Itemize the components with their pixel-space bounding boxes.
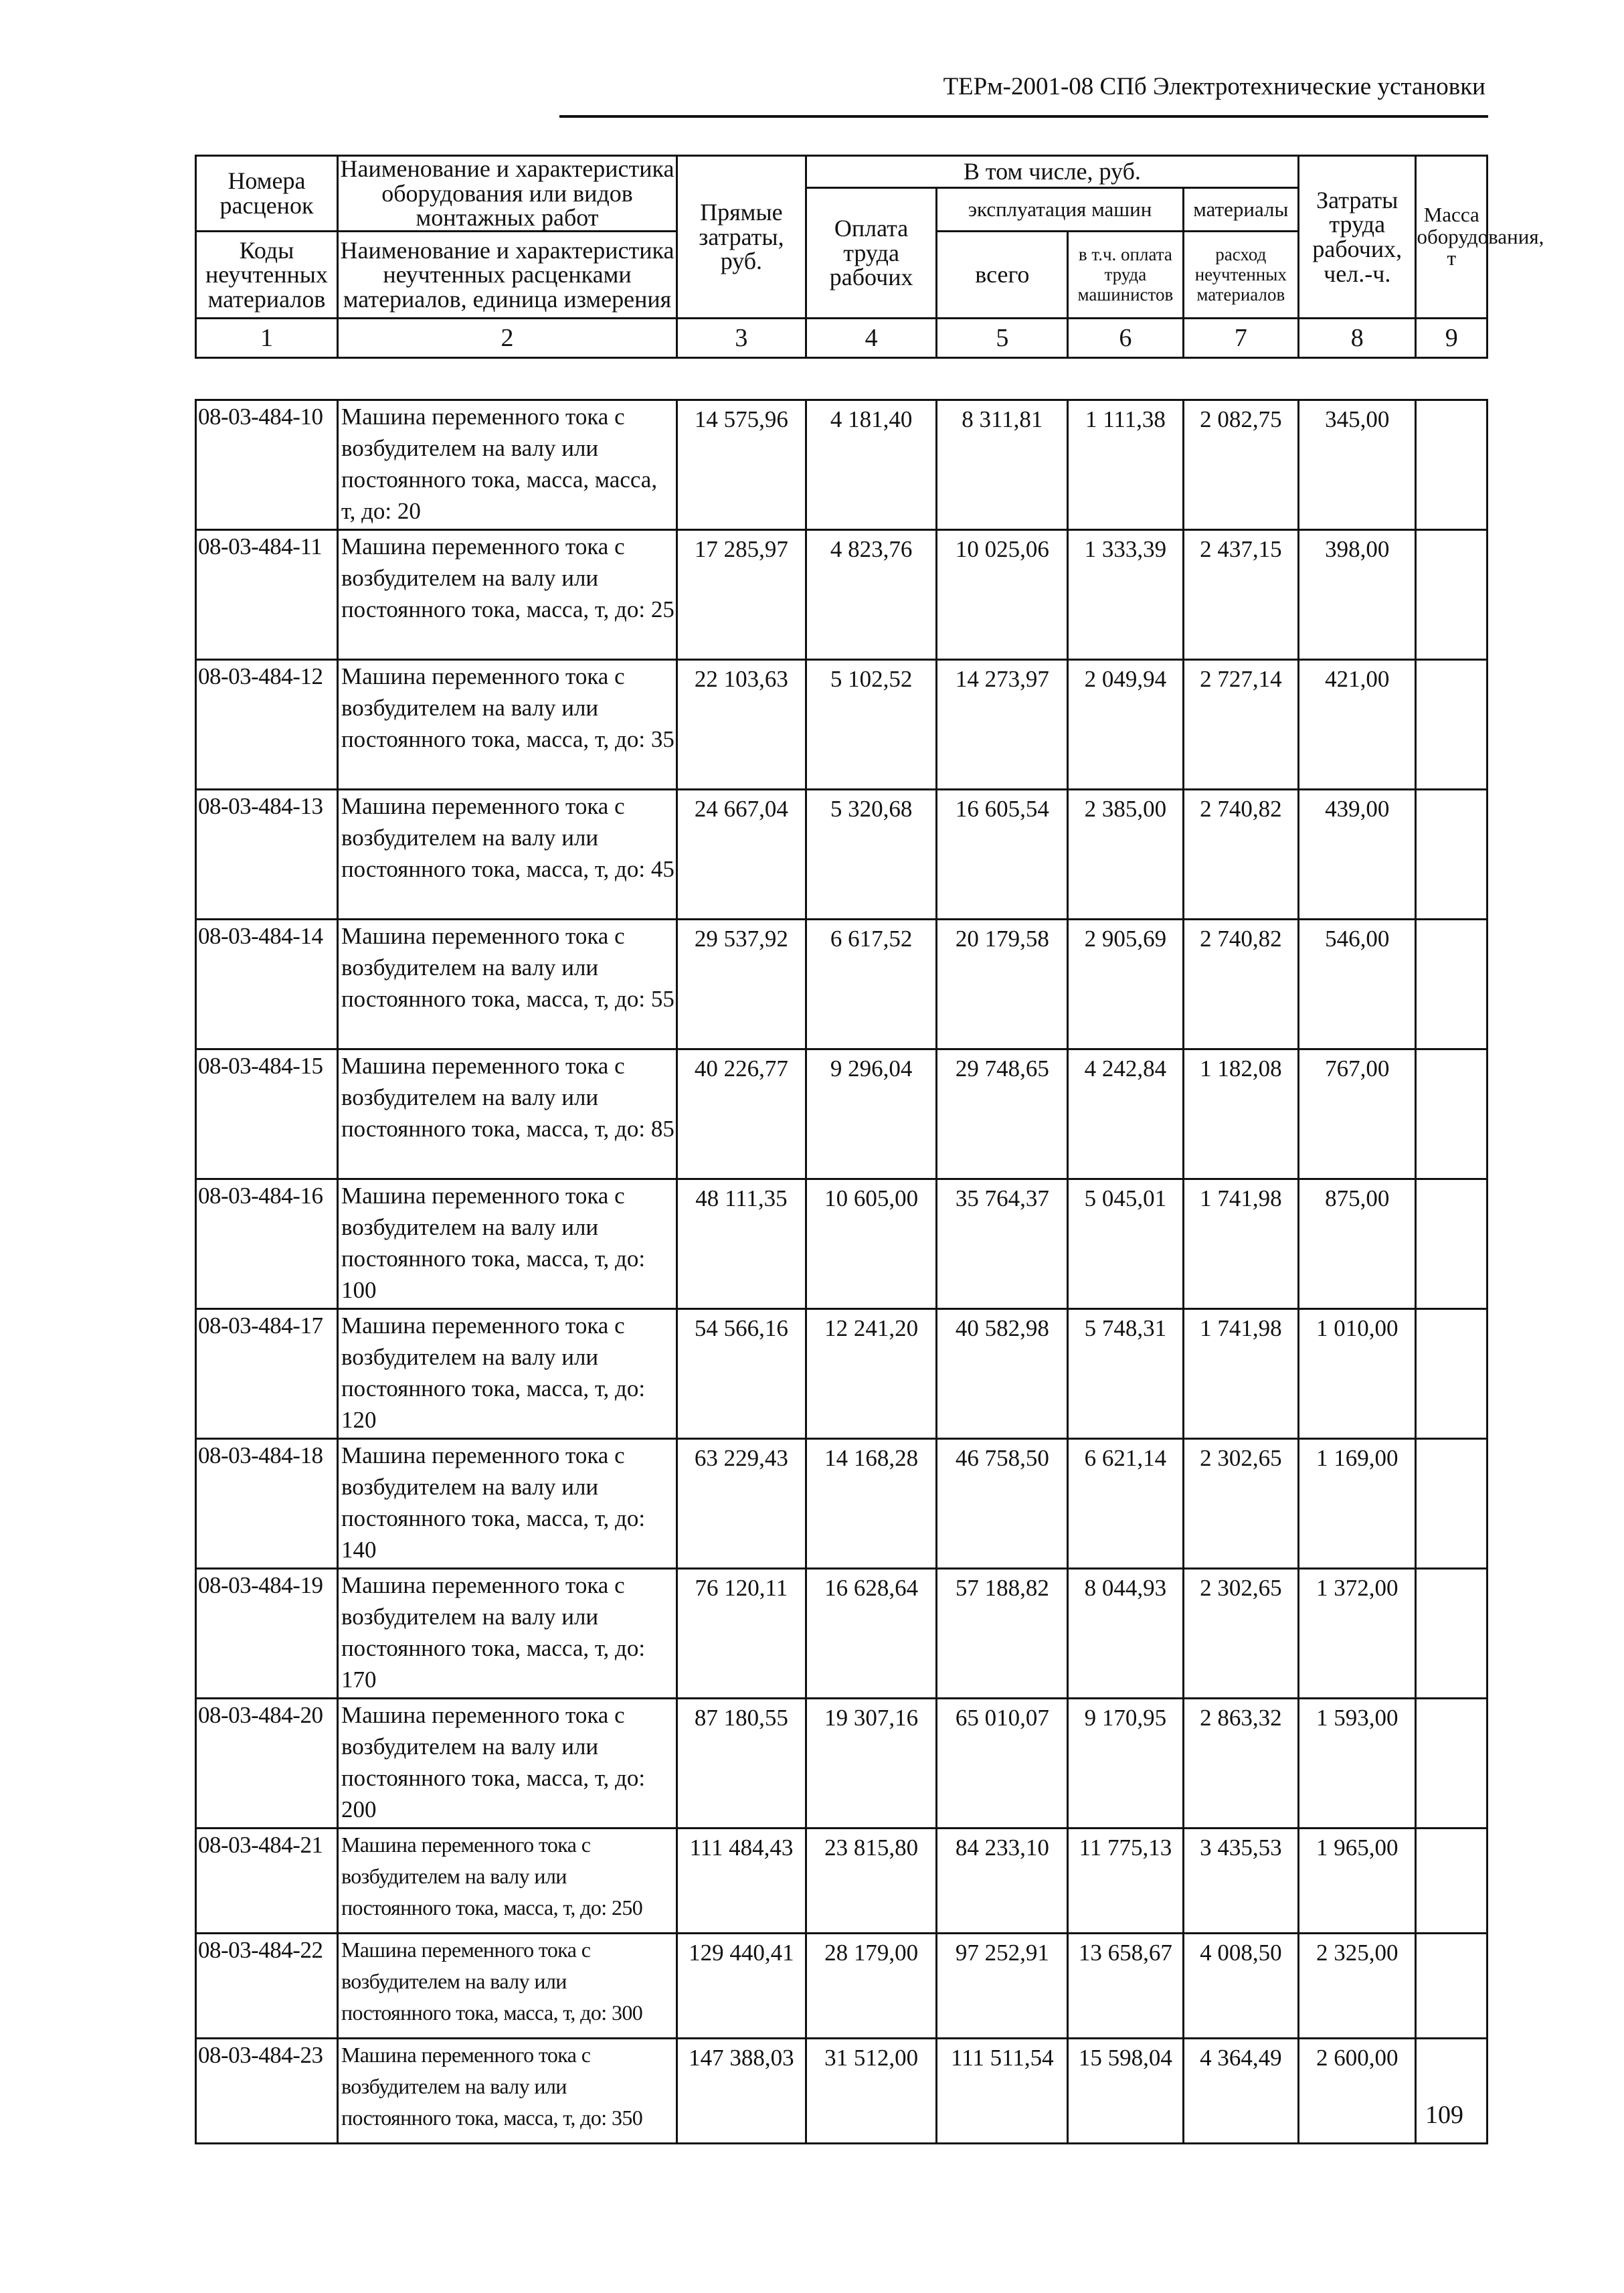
table-row: [196, 1179, 1487, 1309]
column-number: 3: [677, 319, 806, 358]
operator-pay: 5 045,01: [1068, 1179, 1183, 1309]
header-materials: материалы: [1183, 188, 1298, 232]
worker-pay: 5 320,68: [806, 790, 937, 920]
header-material-usage: расход неучтенных материалов: [1183, 232, 1298, 319]
header-labor-hours: Затраты труда рабочих, чел.-ч.: [1299, 156, 1416, 319]
machines-total: 65 010,07: [937, 1699, 1068, 1829]
equipment-mass: [1416, 400, 1487, 530]
work-description: Машина переменного тока с возбудителем на валу или постоянного тока, масса, масса, т, до: 20: [337, 400, 676, 530]
direct-costs: 76 120,11: [677, 1569, 806, 1699]
direct-costs: 48 111,35: [677, 1179, 806, 1309]
header-rule: [559, 115, 1488, 118]
equipment-mass: [1416, 1049, 1487, 1179]
table-row: [196, 2039, 1487, 2144]
work-description: Машина переменного тока с возбудителем на валу или постоянного тока, масса, т, до: 35: [337, 660, 676, 790]
header-rate-numbers: Номера расценок: [196, 156, 338, 232]
equipment-mass: [1416, 1569, 1487, 1699]
direct-costs: 147 388,03: [677, 2039, 806, 2144]
operator-pay: 15 598,04: [1068, 2039, 1183, 2144]
direct-costs: 24 667,04: [677, 790, 806, 920]
materials-usage: 2 740,82: [1183, 790, 1298, 920]
operator-pay: 11 775,13: [1068, 1829, 1183, 1934]
worker-pay: 23 815,80: [806, 1829, 937, 1934]
header-machines-total: всего: [937, 232, 1068, 319]
direct-costs: 63 229,43: [677, 1439, 806, 1569]
work-description: Машина переменного тока с возбудителем на валу или постоянного тока, масса, т, до: 85: [337, 1049, 676, 1179]
rate-code: 08-03-484-16: [196, 1179, 338, 1309]
work-description: Машина переменного тока с возбудителем на валу или постоянного тока, масса, т, до: 170: [337, 1569, 676, 1699]
operator-pay: 8 044,93: [1068, 1569, 1183, 1699]
work-description: Машина переменного тока с возбудителем на валу или постоянного тока, масса, т, до: 300: [337, 1934, 676, 2039]
labor-hours: 1 965,00: [1299, 1829, 1416, 1934]
direct-costs: 14 575,96: [677, 400, 806, 530]
operator-pay: 5 748,31: [1068, 1309, 1183, 1439]
header-material-codes: Коды неучтенных материалов: [196, 232, 338, 319]
direct-costs: 54 566,16: [677, 1309, 806, 1439]
rate-code: 08-03-484-15: [196, 1049, 338, 1179]
operator-pay: 2 905,69: [1068, 920, 1183, 1049]
materials-usage: 4 364,49: [1183, 2039, 1298, 2144]
labor-hours: 2 325,00: [1299, 1934, 1416, 2039]
equipment-mass: [1416, 1439, 1487, 1569]
table-row: [196, 530, 1487, 660]
equipment-mass: [1416, 1829, 1487, 1934]
worker-pay: 4 181,40: [806, 400, 937, 530]
direct-costs: 111 484,43: [677, 1829, 806, 1934]
equipment-mass: [1416, 1309, 1487, 1439]
table-row: [196, 1309, 1487, 1439]
worker-pay: 16 628,64: [806, 1569, 937, 1699]
machines-total: 46 758,50: [937, 1439, 1068, 1569]
rate-code: 08-03-484-11: [196, 530, 338, 660]
header-operator-pay: в т.ч. оплата труда машинистов: [1068, 232, 1183, 319]
header-material-names: Наименование и характеристика неучтенных расценками материалов, единица измерения: [337, 232, 676, 319]
materials-usage: 2 082,75: [1183, 400, 1298, 530]
table-row: [196, 1049, 1487, 1179]
materials-usage: 2 740,82: [1183, 920, 1298, 1049]
table-row: [196, 790, 1487, 920]
rate-code: 08-03-484-14: [196, 920, 338, 1049]
machines-total: 14 273,97: [937, 660, 1068, 790]
materials-usage: 2 302,65: [1183, 1569, 1298, 1699]
materials-usage: 1 741,98: [1183, 1309, 1298, 1439]
rate-code: 08-03-484-18: [196, 1439, 338, 1569]
direct-costs: 40 226,77: [677, 1049, 806, 1179]
materials-usage: 2 437,15: [1183, 530, 1298, 660]
machines-total: 97 252,91: [937, 1934, 1068, 2039]
rate-code: 08-03-484-13: [196, 790, 338, 920]
rate-code: 08-03-484-20: [196, 1699, 338, 1829]
column-number: 7: [1183, 319, 1298, 358]
materials-usage: 3 435,53: [1183, 1829, 1298, 1934]
direct-costs: 17 285,97: [677, 530, 806, 660]
materials-usage: 2 863,32: [1183, 1699, 1298, 1829]
rates-table: [195, 399, 1488, 2144]
machines-total: 20 179,58: [937, 920, 1068, 1049]
header-worker-pay: Оплата труда рабочих: [806, 188, 937, 319]
table-row: [196, 660, 1487, 790]
labor-hours: 1 593,00: [1299, 1699, 1416, 1829]
work-description: Машина переменного тока с возбудителем на валу или постоянного тока, масса, т, до: 100: [337, 1179, 676, 1309]
operator-pay: 9 170,95: [1068, 1699, 1183, 1829]
labor-hours: 398,00: [1299, 530, 1416, 660]
work-description: Машина переменного тока с возбудителем на валу или постоянного тока, масса, т, до: 140: [337, 1439, 676, 1569]
labor-hours: 875,00: [1299, 1179, 1416, 1309]
work-description: Машина переменного тока с возбудителем на валу или постоянного тока, масса, т, до: 55: [337, 920, 676, 1049]
machines-total: 29 748,65: [937, 1049, 1068, 1179]
machines-total: 40 582,98: [937, 1309, 1068, 1439]
materials-usage: 4 008,50: [1183, 1934, 1298, 2039]
materials-usage: 1 182,08: [1183, 1049, 1298, 1179]
table-row: [196, 1699, 1487, 1829]
work-description: Машина переменного тока с возбудителем на валу или постоянного тока, масса, т, до: 200: [337, 1699, 676, 1829]
column-number: 6: [1068, 319, 1183, 358]
worker-pay: 9 296,04: [806, 1049, 937, 1179]
materials-usage: 2 727,14: [1183, 660, 1298, 790]
operator-pay: 13 658,67: [1068, 1934, 1183, 2039]
header-equipment-mass: Масса оборудования, т: [1416, 156, 1487, 319]
page-header-title: ТЕРм-2001-08 СПб Электротехнические установки: [943, 73, 1485, 100]
equipment-mass: [1416, 790, 1487, 920]
worker-pay: 6 617,52: [806, 920, 937, 1049]
table-row: [196, 920, 1487, 1049]
labor-hours: 421,00: [1299, 660, 1416, 790]
column-number: 5: [937, 319, 1068, 358]
table-row: [196, 1569, 1487, 1699]
machines-total: 10 025,06: [937, 530, 1068, 660]
header-work-name: Наименование и характеристика оборудования или видов монтажных работ: [337, 156, 676, 232]
worker-pay: 12 241,20: [806, 1309, 937, 1439]
labor-hours: 345,00: [1299, 400, 1416, 530]
labor-hours: 2 600,00: [1299, 2039, 1416, 2144]
column-number: 4: [806, 319, 937, 358]
machines-total: 8 311,81: [937, 400, 1068, 530]
rate-code: 08-03-484-23: [196, 2039, 338, 2144]
equipment-mass: [1416, 660, 1487, 790]
operator-pay: 1 111,38: [1068, 400, 1183, 530]
worker-pay: 4 823,76: [806, 530, 937, 660]
operator-pay: 2 049,94: [1068, 660, 1183, 790]
operator-pay: 1 333,39: [1068, 530, 1183, 660]
column-number: 1: [196, 319, 338, 358]
rate-code: 08-03-484-17: [196, 1309, 338, 1439]
operator-pay: 4 242,84: [1068, 1049, 1183, 1179]
materials-usage: 2 302,65: [1183, 1439, 1298, 1569]
header-machines: эксплуатация машин: [937, 188, 1183, 232]
worker-pay: 10 605,00: [806, 1179, 937, 1309]
equipment-mass: [1416, 1699, 1487, 1829]
worker-pay: 28 179,00: [806, 1934, 937, 2039]
table-row: [196, 400, 1487, 530]
rate-code: 08-03-484-19: [196, 1569, 338, 1699]
rate-code: 08-03-484-22: [196, 1934, 338, 2039]
labor-hours: 546,00: [1299, 920, 1416, 1049]
table-row: [196, 1934, 1487, 2039]
materials-usage: 1 741,98: [1183, 1179, 1298, 1309]
table-header: [195, 155, 1544, 359]
equipment-mass: [1416, 1179, 1487, 1309]
column-number: 9: [1416, 319, 1487, 358]
header-including: В том числе, руб.: [806, 156, 1298, 188]
table-row: [196, 1829, 1487, 1934]
work-description: Машина переменного тока с возбудителем на валу или постоянного тока, масса, т, до: 45: [337, 790, 676, 920]
direct-costs: 29 537,92: [677, 920, 806, 1049]
rate-code: 08-03-484-12: [196, 660, 338, 790]
direct-costs: 87 180,55: [677, 1699, 806, 1829]
machines-total: 16 605,54: [937, 790, 1068, 920]
rate-code: 08-03-484-10: [196, 400, 338, 530]
labor-hours: 767,00: [1299, 1049, 1416, 1179]
labor-hours: 1 372,00: [1299, 1569, 1416, 1699]
equipment-mass: [1416, 920, 1487, 1049]
direct-costs: 129 440,41: [677, 1934, 806, 2039]
rate-code: 08-03-484-21: [196, 1829, 338, 1934]
worker-pay: 14 168,28: [806, 1439, 937, 1569]
machines-total: 111 511,54: [937, 2039, 1068, 2144]
work-description: Машина переменного тока с возбудителем на валу или постоянного тока, масса, т, до: 120: [337, 1309, 676, 1439]
operator-pay: 6 621,14: [1068, 1439, 1183, 1569]
operator-pay: 2 385,00: [1068, 790, 1183, 920]
column-number: 8: [1299, 319, 1416, 358]
labor-hours: 439,00: [1299, 790, 1416, 920]
machines-total: 84 233,10: [937, 1829, 1068, 1934]
machines-total: 35 764,37: [937, 1179, 1068, 1309]
page-number: 109: [1425, 2101, 1463, 2129]
header-direct-costs: Прямые затраты, руб.: [677, 156, 806, 319]
worker-pay: 19 307,16: [806, 1699, 937, 1829]
worker-pay: 5 102,52: [806, 660, 937, 790]
column-number: 2: [337, 319, 676, 358]
work-description: Машина переменного тока с возбудителем на валу или постоянного тока, масса, т, до: 25: [337, 530, 676, 660]
worker-pay: 31 512,00: [806, 2039, 937, 2144]
direct-costs: 22 103,63: [677, 660, 806, 790]
equipment-mass: [1416, 1934, 1487, 2039]
work-description: Машина переменного тока с возбудителем на валу или постоянного тока, масса, т, до: 350: [337, 2039, 676, 2144]
equipment-mass: [1416, 530, 1487, 660]
labor-hours: 1 169,00: [1299, 1439, 1416, 1569]
machines-total: 57 188,82: [937, 1569, 1068, 1699]
table-row: [196, 1439, 1487, 1569]
work-description: Машина переменного тока с возбудителем на валу или постоянного тока, масса, т, до: 250: [337, 1829, 676, 1934]
labor-hours: 1 010,00: [1299, 1309, 1416, 1439]
